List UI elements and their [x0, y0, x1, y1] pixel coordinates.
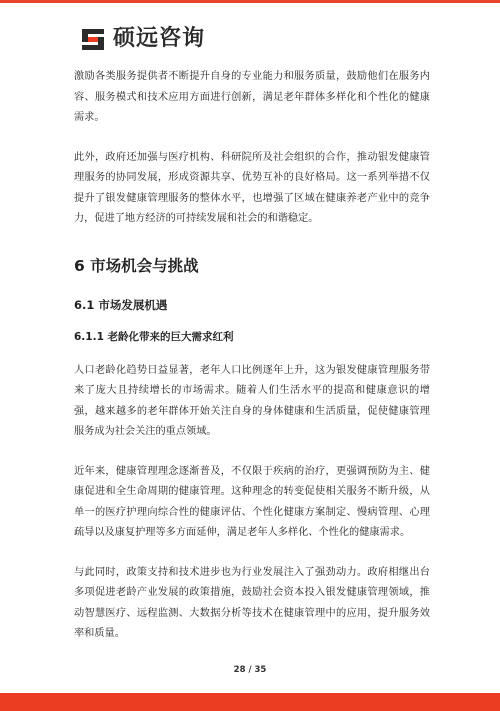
header [79, 24, 205, 54]
subsection-heading: 6.1 市场发展机遇 [74, 297, 168, 312]
body-paragraph: 与此同时，政策支持和技术进步也为行业发展注入了强劲动力。政府相继出台多项促进老龄产业发展的政策措施，鼓励社会资本投入银发健康管理领域，推动智慧医疗、远程监测、大数据分析等技术在健康管理中的应用，提升服务效率和质量。 [74, 566, 430, 639]
body-paragraph: 此外，政府还加强与医疗机构、科研院所及社会组织的合作，推动银发健康管理服务的协同发展，形成资源共享、优势互补的良好格局。这一系列举措不仅提升了银发健康管理服务的整体水平，也增强了区域在健康养老产业中的竞争力，促进了地方经济的可持续发展和社会的和谐稳定。 [74, 151, 430, 224]
body-paragraph: 近年来，健康管理理念逐渐普及，不仅限于疾病的治疗，更强调预防为主、健康促进和全生命周期的健康管理。这种理念的转变促使相关服务不断升级，从单一的医疗护理向综合性的健康评估、个性化健康方案制定、慢病管理、心理疏导以及康复护理等多方面延伸，满足老年人多样化、个性化的健康需求。 [74, 465, 430, 538]
body-paragraph: 人口老龄化趋势日益显著，老年人口比例逐年上升，这为银发健康管理服务带来了庞大且持续增长的市场需求。随着人们生活水平的提高和健康意识的增强，越来越多的老年群体开始关注自身的身体健康和生活质量，促使健康管理服务成为社会关注的重点领域。 [74, 364, 430, 437]
subsubsection-heading: 6.1.1 老龄化带来的巨大需求红利 [74, 330, 234, 343]
top-accent-rule [0, 0, 500, 3]
brand-name: 硕远咨询 [113, 26, 206, 51]
body-paragraph: 激励各类服务提供者不断提升自身的专业能力和服务质量，鼓励他们在服务内容、服务模式和技术应用方面进行创新，满足老年群体多样化和个性化的健康需求。 [74, 71, 430, 123]
section-heading: 6 市场机会与挑战 [74, 256, 199, 275]
document-body [74, 67, 430, 645]
page-number: 28 / 35 [233, 665, 267, 675]
brand-logo-icon [79, 25, 107, 53]
footer-accent-bar [0, 693, 500, 711]
